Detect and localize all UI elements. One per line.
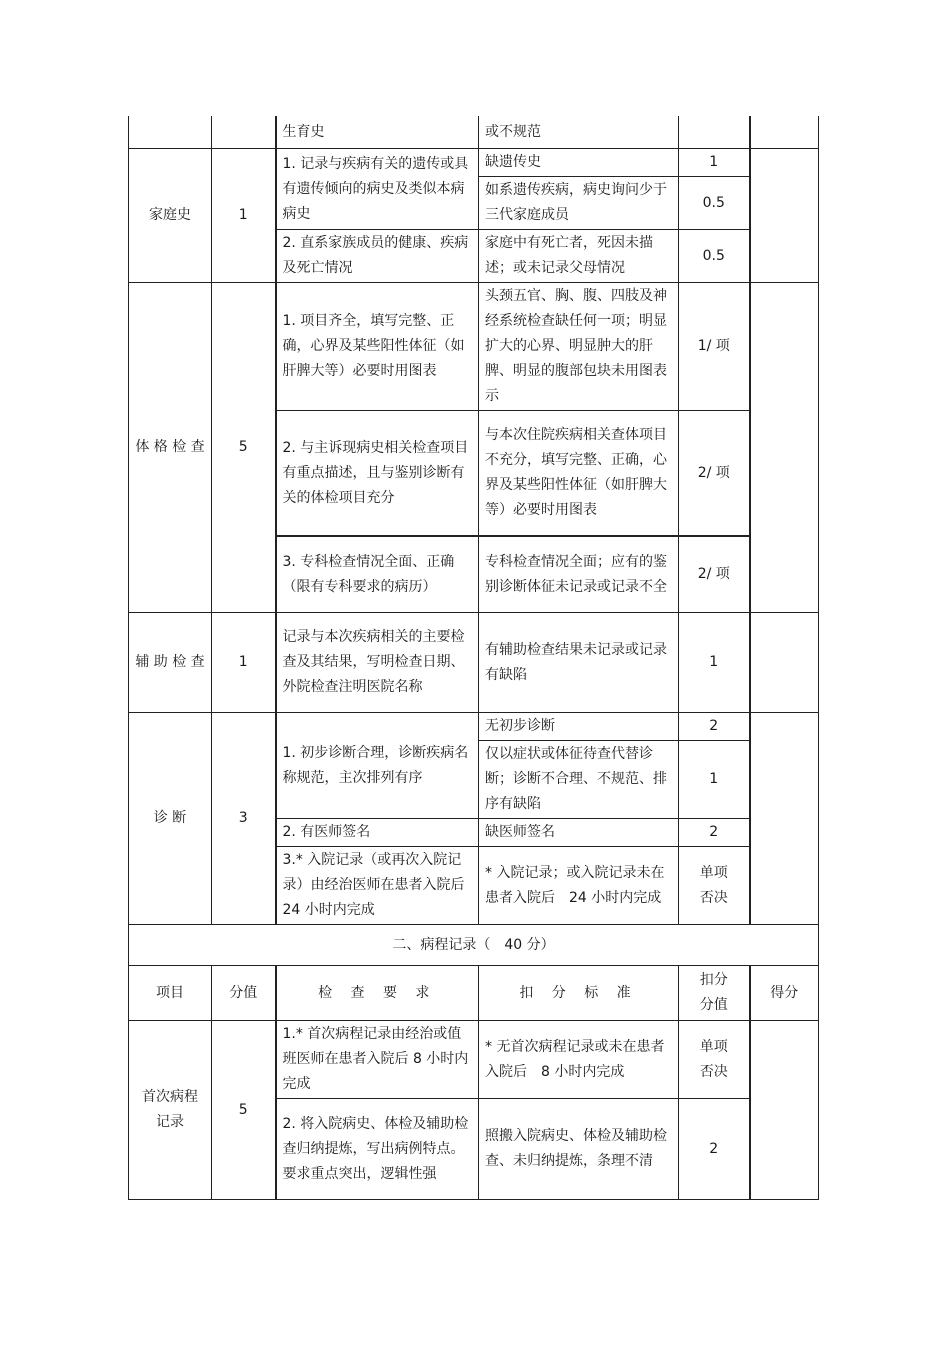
header-item: 项目 xyxy=(129,966,212,1021)
requirement-cell: 1. 记录与疾病有关的遗传或具有遗传倾向的病史及类似本病病史 xyxy=(276,149,479,230)
deduction-cell: 缺遗传史 xyxy=(479,149,679,177)
item-cell: 辅 助 检 查 xyxy=(129,613,212,713)
table-row xyxy=(129,283,819,411)
got-cell xyxy=(750,613,819,713)
medical-record-scoring-table xyxy=(128,116,819,1200)
section-title: 二、病程记录（ 40 分） xyxy=(129,925,819,966)
deduction-cell: 家庭中有死亡者，死因未描述；或未记录父母情况 xyxy=(479,230,679,283)
deduction-cell: 缺医师签名 xyxy=(479,819,679,847)
deduction-cell: 头颈五官、胸、腹、四肢及神经系统检查缺任何一项；明显扩大的心界、明显肿大的肝脾、明显的腹部包块未用图表示 xyxy=(479,283,679,411)
table-row xyxy=(129,116,819,149)
deduction-value-cell: 1 xyxy=(679,149,750,177)
deduction-value-cell: 2/ 项 xyxy=(679,536,750,613)
header-deduction-value: 扣分 分值 xyxy=(679,966,750,1021)
requirement-cell: 3.* 入院记录（或再次入院记录）由经治医师在患者入院后 24 小时内完成 xyxy=(276,847,479,925)
score-cell: 1 xyxy=(212,613,276,713)
deduction-value-cell: 2 xyxy=(679,713,750,741)
requirement-cell: 记录与本次疾病相关的主要检查及其结果，写明检查日期、外院检查注明医院名称 xyxy=(276,613,479,713)
requirement-cell: 2. 将入院病史、体检及辅助检查归纳提炼，写出病例特点。要求重点突出，逻辑性强 xyxy=(276,1099,479,1200)
deduction-cell: 仅以症状或体征待查代替诊断；诊断不合理、不规范、排序有缺陷 xyxy=(479,741,679,819)
table-row xyxy=(129,1021,819,1099)
item-cell: 诊 断 xyxy=(129,713,212,925)
deduction-cell: 无初步诊断 xyxy=(479,713,679,741)
table-row xyxy=(129,613,819,713)
score-cell: 5 xyxy=(212,1021,276,1200)
score-cell: 5 xyxy=(212,283,276,613)
got-cell xyxy=(750,149,819,283)
got-cell xyxy=(750,283,819,613)
header-requirement: 检 查 要 求 xyxy=(276,966,479,1021)
requirement-cell: 2. 直系家族成员的健康、疾病及死亡情况 xyxy=(276,230,479,283)
requirement-cell: 2. 有医师签名 xyxy=(276,819,479,847)
requirement-cell: 1. 初步诊断合理，诊断疾病名称规范，主次排列有序 xyxy=(276,713,479,819)
table-row xyxy=(129,713,819,741)
header-deduction-standard: 扣 分 标 准 xyxy=(479,966,679,1021)
score-cell: 1 xyxy=(212,149,276,283)
deduction-value-cell: 单项 否决 xyxy=(679,1021,750,1099)
item-cell: 首次病程 记录 xyxy=(129,1021,212,1200)
score-cell xyxy=(212,116,276,149)
deduction-cell: * 入院记录；或入院记录未在患者入院后 24 小时内完成 xyxy=(479,847,679,925)
scoring-table-page xyxy=(128,116,818,1200)
deduction-value-cell: 2 xyxy=(679,1099,750,1200)
deduction-value-cell: 2 xyxy=(679,819,750,847)
score-cell: 3 xyxy=(212,713,276,925)
deduction-cell: 或不规范 xyxy=(479,116,679,149)
deduction-value-cell: 0.5 xyxy=(679,177,750,230)
header-score: 分值 xyxy=(212,966,276,1021)
deduction-cell: 与本次住院疾病相关查体项目不充分，填写完整、正确，心界及某些阳性体征（如肝脾大等）必要时用图表 xyxy=(479,411,679,537)
requirement-cell: 3. 专科检查情况全面、正确（限有专科要求的病历） xyxy=(276,536,479,613)
deduction-value-cell: 2/ 项 xyxy=(679,411,750,537)
deduction-value-cell: 1/ 项 xyxy=(679,283,750,411)
deduction-value-cell xyxy=(679,116,750,149)
item-cell: 家庭史 xyxy=(129,149,212,283)
deduction-value-cell: 1 xyxy=(679,741,750,819)
got-cell xyxy=(750,713,819,925)
requirement-cell: 1. 项目齐全，填写完整、正确，心界及某些阳性体征（如肝脾大等）必要时用图表 xyxy=(276,283,479,411)
deduction-cell: * 无首次病程记录或未在患者入院后 8 小时内完成 xyxy=(479,1021,679,1099)
item-cell xyxy=(129,116,212,149)
deduction-cell: 照搬入院病史、体检及辅助检查、未归纳提炼，条理不清 xyxy=(479,1099,679,1200)
table-row xyxy=(129,149,819,177)
got-cell xyxy=(750,116,819,149)
got-cell xyxy=(750,1021,819,1200)
deduction-value-cell: 0.5 xyxy=(679,230,750,283)
deduction-cell: 如系遗传疾病，病史询问少于三代家庭成员 xyxy=(479,177,679,230)
deduction-cell: 有辅助检查结果未记录或记录有缺陷 xyxy=(479,613,679,713)
item-cell: 体 格 检 查 xyxy=(129,283,212,613)
deduction-value-cell: 1 xyxy=(679,613,750,713)
deduction-value-cell: 单项 否决 xyxy=(679,847,750,925)
requirement-cell: 2. 与主诉现病史相关检查项目有重点描述，且与鉴别诊断有关的体检项目充分 xyxy=(276,411,479,537)
section-title-row xyxy=(129,925,819,966)
header-row xyxy=(129,966,819,1021)
requirement-cell: 生育史 xyxy=(276,116,479,149)
deduction-cell: 专科检查情况全面；应有的鉴别诊断体征未记录或记录不全 xyxy=(479,536,679,613)
requirement-cell: 1.* 首次病程记录由经治或值班医师在患者入院后 8 小时内完成 xyxy=(276,1021,479,1099)
header-got: 得分 xyxy=(750,966,819,1021)
